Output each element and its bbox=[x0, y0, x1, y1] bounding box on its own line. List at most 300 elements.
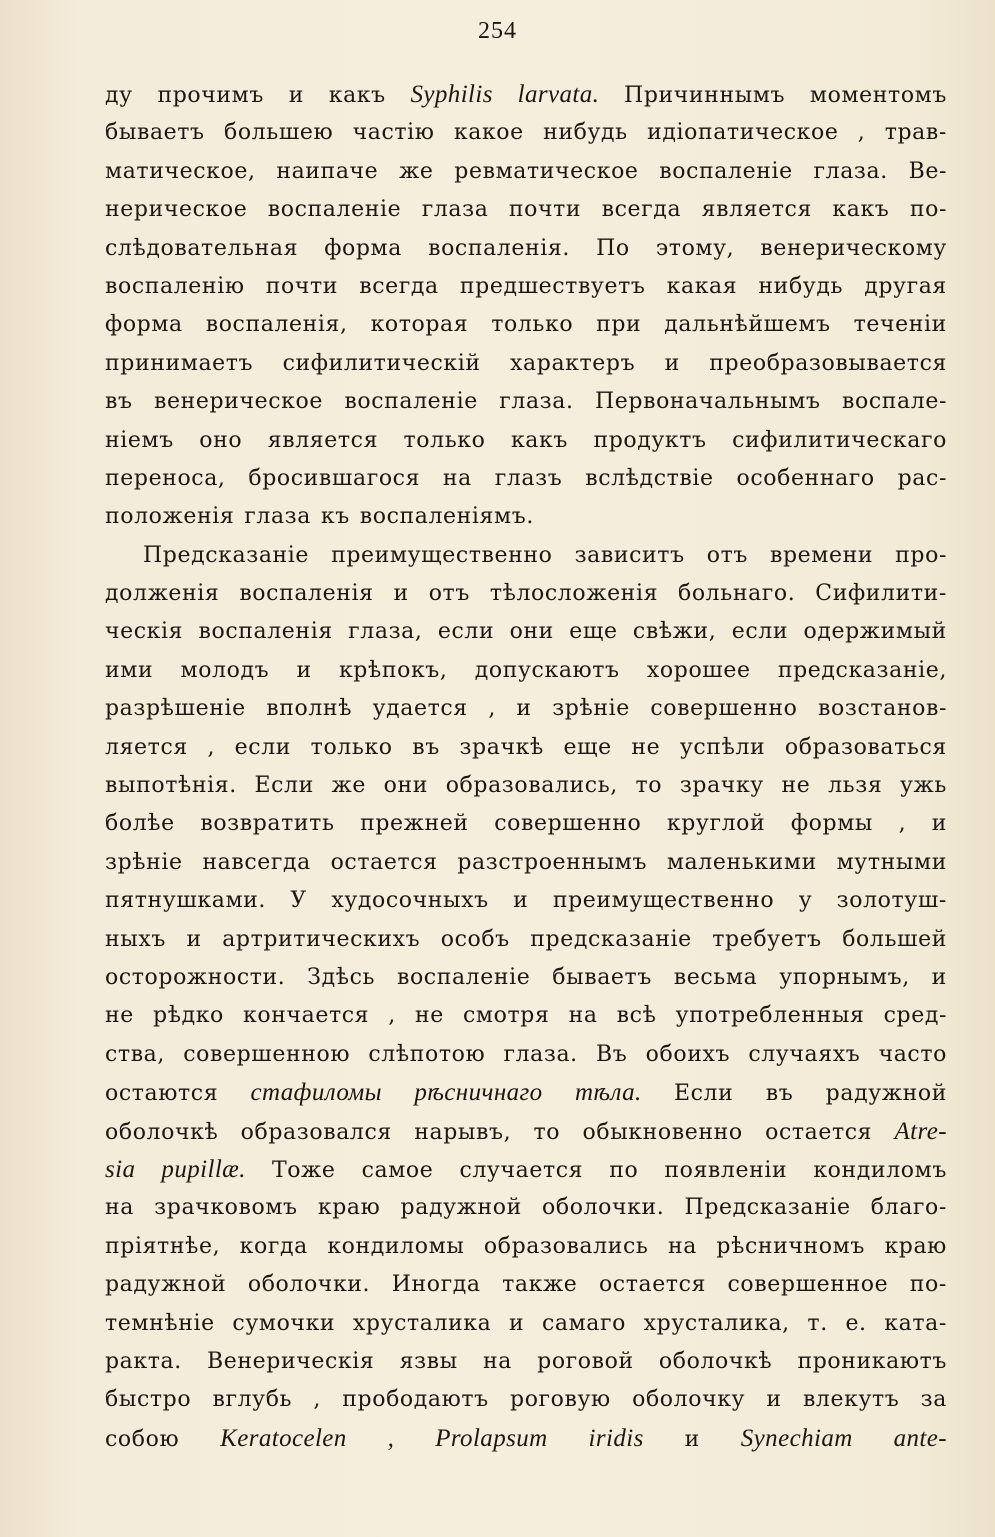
text-segment: образовался bbox=[240, 1119, 392, 1145]
text-segment: прочимъ bbox=[157, 83, 264, 108]
text-segment: ства, bbox=[105, 1041, 165, 1067]
text-line bbox=[105, 882, 947, 920]
text-segment: крѣпокъ, bbox=[338, 657, 448, 683]
text-segment: характеръ bbox=[510, 350, 636, 376]
text-segment: зрѣніе bbox=[552, 696, 630, 722]
text-segment: про- bbox=[895, 542, 947, 568]
text-segment: ныхъ bbox=[105, 926, 166, 952]
text-segment: самое bbox=[361, 1157, 434, 1183]
text-segment: , bbox=[488, 696, 496, 722]
text-segment: образоваться bbox=[784, 734, 947, 760]
text-segment: бываетъ bbox=[552, 964, 652, 990]
text-segment: маленькими bbox=[666, 849, 817, 875]
text-segment: форма bbox=[324, 235, 402, 261]
text-segment: Въ bbox=[596, 1041, 628, 1067]
text-line bbox=[105, 153, 947, 191]
text-segment: глаза, bbox=[348, 619, 423, 645]
text-segment: хрусталика bbox=[352, 1310, 492, 1336]
text-segment: воспаленіе bbox=[344, 389, 478, 415]
text-segment: въ bbox=[105, 389, 133, 415]
text-segment: Тоже bbox=[271, 1157, 336, 1183]
text-segment: матическое, bbox=[105, 158, 256, 184]
text-segment: преобразовывается bbox=[709, 350, 947, 376]
text-segment: моментомъ bbox=[809, 83, 947, 108]
text-segment: нибудь bbox=[543, 120, 628, 146]
text-line bbox=[105, 690, 947, 728]
text-segment: и bbox=[931, 811, 947, 837]
italic-term: Atre- bbox=[894, 1117, 947, 1145]
text-line bbox=[105, 537, 947, 575]
text-segment: и bbox=[296, 657, 312, 683]
text-segment: пріятнѣе, bbox=[105, 1233, 221, 1259]
text-segment: оболочку bbox=[632, 1387, 746, 1413]
text-segment: Если bbox=[254, 773, 314, 799]
text-segment: какъ bbox=[832, 197, 890, 223]
text-segment: воспаленія, bbox=[205, 312, 348, 338]
text-segment: преимущественно bbox=[552, 888, 775, 914]
text-segment: и bbox=[664, 350, 680, 376]
text-segment: воспаленія bbox=[198, 619, 333, 645]
italic-term: pupillæ. bbox=[161, 1155, 246, 1183]
text-segment: совершенно bbox=[650, 696, 798, 722]
text-line bbox=[105, 114, 947, 152]
text-segment: воспаленіе bbox=[396, 964, 531, 990]
text-segment: по- bbox=[909, 1272, 947, 1298]
text-segment: Если bbox=[673, 1081, 734, 1107]
text-segment: тѣлосложенія bbox=[489, 581, 659, 607]
text-segment: прободаютъ bbox=[342, 1387, 489, 1413]
text-segment: является bbox=[267, 427, 379, 453]
text-segment: кондиломы bbox=[327, 1233, 465, 1259]
text-segment: оболочки. bbox=[542, 1195, 665, 1221]
text-segment: большею bbox=[223, 120, 334, 146]
text-segment: какъ bbox=[510, 427, 568, 453]
text-segment: переноса, bbox=[105, 465, 226, 491]
text-segment: возвратить bbox=[200, 811, 335, 837]
text-segment: образовались bbox=[483, 1233, 649, 1259]
italic-term: , bbox=[387, 1424, 395, 1452]
text-segment: по bbox=[609, 1157, 639, 1183]
text-segment: какое bbox=[453, 120, 524, 146]
text-segment: всегда bbox=[601, 197, 682, 223]
text-segment: и bbox=[186, 926, 202, 952]
text-segment: ими bbox=[105, 657, 154, 683]
text-segment: вглубь bbox=[212, 1387, 293, 1413]
text-segment: худосочныхъ bbox=[331, 888, 489, 914]
text-segment: слѣпотою bbox=[368, 1041, 486, 1067]
text-segment: при bbox=[596, 312, 642, 338]
text-segment: проникаютъ bbox=[797, 1348, 947, 1374]
text-segment: и bbox=[393, 581, 409, 607]
text-segment: благо- bbox=[870, 1195, 947, 1221]
text-segment: употребленныя bbox=[675, 1003, 865, 1029]
text-segment: больнаго. bbox=[677, 581, 796, 607]
text-segment: они bbox=[509, 619, 554, 645]
text-segment: упорнымъ, bbox=[779, 964, 910, 990]
text-segment: принимаетъ bbox=[105, 350, 254, 376]
text-line bbox=[105, 1151, 947, 1189]
text-segment: и bbox=[766, 1387, 782, 1413]
text-segment: воспаленіе bbox=[659, 158, 793, 184]
text-segment: кондиломъ bbox=[813, 1157, 947, 1183]
text-segment: Причиннымъ bbox=[624, 83, 786, 108]
text-segment: въ bbox=[765, 1081, 794, 1107]
text-segment: ракта. bbox=[105, 1348, 182, 1374]
text-segment: сифилитическаго bbox=[732, 427, 947, 453]
text-line bbox=[105, 613, 947, 651]
text-segment: обыкновенно bbox=[582, 1119, 743, 1145]
text-segment: Предсказаніе bbox=[684, 1195, 851, 1221]
text-segment: разстроеннымъ bbox=[457, 849, 648, 875]
text-segment: выпотѣнія. bbox=[105, 773, 237, 799]
text-segment: какъ bbox=[328, 83, 386, 108]
text-segment: краю bbox=[884, 1233, 947, 1259]
text-line bbox=[105, 1189, 947, 1227]
text-segment: оболочкѣ bbox=[658, 1348, 773, 1374]
text-segment: случаяхъ bbox=[748, 1041, 861, 1067]
text-line bbox=[105, 1074, 947, 1112]
text-segment: воспаленію bbox=[105, 273, 245, 299]
text-segment: предшествуетъ bbox=[459, 273, 646, 299]
text-line bbox=[105, 652, 947, 690]
text-segment: формы bbox=[790, 811, 874, 837]
text-segment: не bbox=[415, 1003, 444, 1029]
text-segment: на bbox=[442, 465, 472, 491]
text-segment: у bbox=[798, 888, 813, 914]
text-segment: на bbox=[568, 1003, 598, 1029]
text-segment: зрачковомъ bbox=[154, 1195, 298, 1221]
text-line bbox=[105, 460, 947, 498]
text-line bbox=[105, 498, 947, 536]
text-segment: зрачкѣ bbox=[459, 734, 544, 760]
italic-term: Keratocelen bbox=[220, 1424, 347, 1452]
text-segment: не bbox=[105, 1003, 134, 1029]
text-segment: собою bbox=[105, 1426, 180, 1452]
text-segment: долженія bbox=[105, 581, 220, 607]
text-segment: , bbox=[898, 811, 907, 837]
text-segment: и bbox=[684, 1426, 700, 1452]
text-segment: и bbox=[509, 1310, 525, 1336]
text-segment: глаза bbox=[421, 197, 489, 223]
text-segment: продуктъ bbox=[593, 427, 707, 453]
text-segment: дальнѣйшемъ bbox=[664, 312, 831, 338]
text-segment: рас- bbox=[897, 465, 947, 491]
text-segment: Иногда bbox=[391, 1272, 481, 1298]
text-segment: является bbox=[701, 197, 812, 223]
text-line bbox=[105, 76, 947, 114]
text-line bbox=[105, 1113, 947, 1151]
text-segment: смотря bbox=[463, 1003, 550, 1029]
text-segment: рѣсничномъ bbox=[716, 1233, 865, 1259]
text-segment: Сифилити- bbox=[815, 581, 947, 607]
text-segment: радужной bbox=[400, 1195, 522, 1221]
text-segment: частію bbox=[352, 120, 435, 146]
text-segment: наипаче bbox=[276, 158, 379, 184]
text-segment: е. bbox=[845, 1310, 867, 1336]
text-segment: только bbox=[491, 312, 574, 338]
italic-term: iridis bbox=[588, 1424, 644, 1452]
text-segment: почти bbox=[508, 197, 582, 223]
text-segment: По bbox=[596, 235, 630, 261]
text-segment: льзя bbox=[828, 773, 883, 799]
text-segment: ніемъ bbox=[105, 427, 174, 453]
text-segment: и bbox=[931, 964, 947, 990]
text-segment: другая bbox=[864, 273, 947, 299]
text-segment: сифилитическій bbox=[282, 350, 481, 376]
text-segment: не bbox=[781, 773, 811, 799]
text-segment: венерическому bbox=[760, 235, 947, 261]
text-segment: же bbox=[399, 158, 434, 184]
text-line bbox=[105, 1228, 947, 1266]
text-segment: теченіи bbox=[853, 312, 947, 338]
text-segment: времени bbox=[769, 542, 874, 568]
italic-term: Synechiam bbox=[740, 1424, 853, 1452]
text-line bbox=[105, 997, 947, 1035]
text-segment: положенія bbox=[105, 504, 235, 530]
italic-term: Syphilis bbox=[410, 81, 493, 108]
text-segment: если bbox=[731, 619, 789, 645]
italic-term: стафиломы bbox=[250, 1079, 382, 1107]
text-segment: за bbox=[920, 1387, 947, 1413]
text-segment: особеннаго bbox=[736, 465, 875, 491]
text-line bbox=[105, 268, 947, 306]
text-segment: рѣдко bbox=[153, 1003, 224, 1029]
text-segment: допускаютъ bbox=[474, 657, 620, 683]
text-segment: зависитъ bbox=[574, 542, 685, 568]
text-segment: самаго bbox=[541, 1310, 626, 1336]
text-segment: навсегда bbox=[202, 849, 311, 875]
text-segment: осторожности. bbox=[105, 964, 286, 990]
text-segment: особъ bbox=[440, 926, 510, 952]
text-segment: только bbox=[310, 734, 393, 760]
text-segment: отъ bbox=[428, 581, 470, 607]
text-segment: воспаленія. bbox=[428, 235, 570, 261]
page-number: 254 bbox=[478, 18, 517, 44]
text-segment: глаза bbox=[244, 504, 311, 530]
text-segment: совершенною bbox=[183, 1041, 351, 1067]
text-segment: если bbox=[234, 734, 292, 760]
text-segment: мутными bbox=[836, 849, 947, 875]
text-segment: разрѣшеніе bbox=[105, 696, 246, 722]
text-segment: Здѣсь bbox=[307, 964, 376, 990]
text-segment: зрѣніе bbox=[105, 849, 183, 875]
text-segment: хрусталика, bbox=[643, 1310, 790, 1336]
italic-term: larvata. bbox=[517, 81, 600, 108]
text-segment: еще bbox=[563, 734, 612, 760]
text-line bbox=[105, 921, 947, 959]
text-segment: отъ bbox=[706, 542, 748, 568]
text-segment: Ве- bbox=[908, 158, 947, 184]
italic-term: Prolapsum bbox=[435, 1424, 548, 1452]
text-segment: У bbox=[290, 888, 307, 914]
text-segment: одержимый bbox=[803, 619, 947, 645]
text-segment: радужной bbox=[825, 1081, 947, 1107]
text-segment: краю bbox=[317, 1195, 381, 1221]
text-segment: , bbox=[207, 734, 216, 760]
text-segment: остается bbox=[330, 849, 438, 875]
text-segment: нерическое bbox=[105, 197, 248, 223]
text-segment: хорошее bbox=[646, 657, 751, 683]
text-segment: воспаленія bbox=[239, 581, 374, 607]
text-segment: роговую bbox=[510, 1387, 611, 1413]
text-segment: зрачку bbox=[679, 773, 764, 799]
text-line bbox=[105, 729, 947, 767]
text-segment: , bbox=[313, 1387, 321, 1413]
text-line bbox=[105, 1036, 947, 1074]
text-segment: еще bbox=[569, 619, 618, 645]
text-segment: глаза. bbox=[813, 158, 888, 184]
text-line bbox=[105, 844, 947, 882]
text-segment: нарывъ, bbox=[414, 1119, 512, 1145]
text-segment: оно bbox=[199, 427, 243, 453]
text-segment: то bbox=[533, 1119, 561, 1145]
text-segment: роговой bbox=[537, 1348, 634, 1374]
text-segment: круглой bbox=[666, 811, 766, 837]
text-segment: радужной bbox=[105, 1272, 227, 1298]
text-segment: глазъ bbox=[494, 465, 563, 491]
text-segment: на bbox=[667, 1233, 697, 1259]
text-segment: всегда bbox=[359, 273, 439, 299]
text-segment: Венерическія bbox=[207, 1348, 375, 1374]
text-segment: Первоначальнымъ bbox=[595, 389, 821, 415]
text-segment: воспаленіе bbox=[267, 197, 402, 223]
text-segment: преимущественно bbox=[331, 542, 553, 568]
text-segment: бросившагося bbox=[248, 465, 421, 491]
text-segment: предсказаніе bbox=[530, 926, 692, 952]
text-segment: же bbox=[331, 773, 367, 799]
text-segment: и bbox=[513, 888, 529, 914]
text-segment: свѣжи, bbox=[632, 619, 717, 645]
text-segment: также bbox=[502, 1272, 578, 1298]
text-segment: совершенное bbox=[727, 1272, 889, 1298]
text-segment: артритическихъ bbox=[222, 926, 421, 952]
text-line bbox=[105, 805, 947, 843]
text-line bbox=[105, 383, 947, 421]
text-segment: на bbox=[482, 1348, 512, 1374]
text-segment: вполнѣ bbox=[266, 696, 353, 722]
paragraph bbox=[105, 537, 947, 1458]
text-segment: они bbox=[383, 773, 429, 799]
text-segment: часто bbox=[878, 1041, 947, 1067]
text-segment: язвы bbox=[399, 1348, 458, 1374]
italic-term: тѣла. bbox=[574, 1079, 642, 1107]
text-segment: темнѣніе bbox=[105, 1310, 215, 1336]
text-segment: глаза. bbox=[499, 389, 574, 415]
text-segment: всѣ bbox=[616, 1003, 657, 1029]
text-segment: Предсказаніе bbox=[143, 542, 310, 568]
text-segment: какая bbox=[666, 273, 738, 299]
text-segment: сумочки bbox=[232, 1310, 336, 1336]
text-line bbox=[105, 230, 947, 268]
text-segment: глаза. bbox=[503, 1041, 578, 1067]
text-segment: форма bbox=[105, 312, 183, 338]
text-segment: влекутъ bbox=[802, 1387, 900, 1413]
text-segment: остаются bbox=[105, 1081, 219, 1107]
text-segment: , bbox=[388, 1003, 396, 1029]
text-segment: обоихъ bbox=[645, 1041, 731, 1067]
italic-term: рѣсничнаго bbox=[414, 1079, 543, 1107]
italic-term: sia bbox=[105, 1155, 136, 1183]
text-segment: остается bbox=[598, 1272, 706, 1298]
text-segment: большей bbox=[842, 926, 947, 952]
text-line bbox=[105, 191, 947, 229]
text-segment: пятнушками. bbox=[105, 888, 267, 914]
text-segment: воспале- bbox=[842, 389, 947, 415]
text-segment: вслѣдствіе bbox=[585, 465, 714, 491]
text-segment: только bbox=[403, 427, 486, 453]
text-segment: и bbox=[516, 696, 532, 722]
text-segment: болѣе bbox=[105, 811, 175, 837]
text-segment: случается bbox=[459, 1157, 584, 1183]
italic-term: ante- bbox=[893, 1424, 947, 1452]
text-segment: возстанов- bbox=[818, 696, 947, 722]
text-segment: когда bbox=[239, 1233, 308, 1259]
text-segment: на bbox=[105, 1195, 134, 1221]
text-segment: почти bbox=[265, 273, 339, 299]
text-segment: слѣдовательная bbox=[105, 235, 299, 261]
text-segment: молодъ bbox=[180, 657, 270, 683]
text-segment: идіопатическое bbox=[647, 120, 839, 146]
text-segment: , bbox=[857, 120, 866, 146]
text-segment: ката- bbox=[884, 1310, 947, 1336]
text-segment: весьма bbox=[673, 964, 758, 990]
text-segment: т. bbox=[807, 1310, 828, 1336]
text-segment: прежней bbox=[360, 811, 469, 837]
text-segment: ревматическое bbox=[454, 158, 639, 184]
text-segment: быстро bbox=[105, 1387, 192, 1413]
text-segment: ческія bbox=[105, 619, 184, 645]
text-segment: которая bbox=[370, 312, 469, 338]
text-segment: въ bbox=[412, 734, 440, 760]
text-line bbox=[105, 1266, 947, 1304]
text-segment: ляется bbox=[105, 734, 188, 760]
text-segment: ужь bbox=[899, 773, 947, 799]
text-segment: требуетъ bbox=[712, 926, 822, 952]
text-segment: кончается bbox=[243, 1003, 370, 1029]
text-line bbox=[105, 306, 947, 344]
text-segment: золотуш- bbox=[836, 888, 947, 914]
text-segment: этому, bbox=[655, 235, 735, 261]
text-line bbox=[105, 1343, 947, 1381]
text-line bbox=[105, 767, 947, 805]
text-segment: успѣли bbox=[679, 734, 766, 760]
text-segment: нибудь bbox=[758, 273, 844, 299]
text-segment: образовались, bbox=[445, 773, 618, 799]
text-segment: по- bbox=[909, 197, 947, 223]
text-segment: венерическое bbox=[154, 389, 323, 415]
text-line bbox=[105, 422, 947, 460]
text-segment: воспаленіямъ. bbox=[359, 504, 534, 530]
text-segment: не bbox=[631, 734, 661, 760]
text-segment: трав- bbox=[884, 120, 947, 146]
text-line bbox=[105, 959, 947, 997]
text-segment: появленіи bbox=[664, 1157, 788, 1183]
text-segment: и bbox=[288, 83, 304, 108]
text-line bbox=[105, 345, 947, 383]
text-segment: къ bbox=[320, 504, 350, 530]
text-line bbox=[105, 1381, 947, 1419]
text-segment: если bbox=[437, 619, 495, 645]
paragraph bbox=[105, 76, 947, 537]
text-segment: оболочки. bbox=[247, 1272, 371, 1298]
text-segment: совершенно bbox=[494, 811, 642, 837]
text-segment: удается bbox=[372, 696, 468, 722]
body-text bbox=[105, 76, 947, 1458]
text-segment: то bbox=[635, 773, 663, 799]
text-segment: остается bbox=[765, 1119, 873, 1145]
text-segment: сред- bbox=[883, 1003, 947, 1029]
text-line bbox=[105, 1420, 947, 1458]
